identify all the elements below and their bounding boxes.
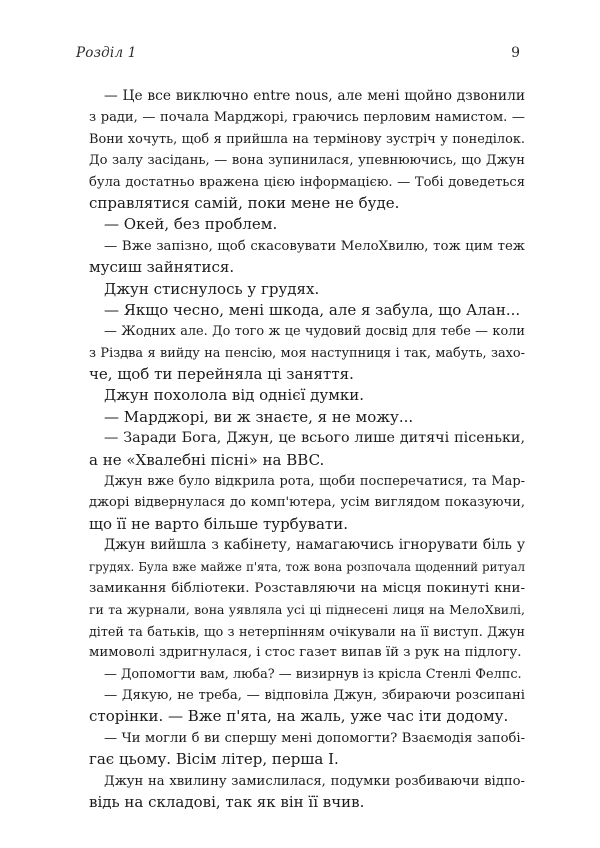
text-line: Джун стиснулось у грудях. [104,279,320,298]
body-text [89,86,525,813]
text-line: з Різдва я вийду на пенсію, моя наступниця і так, мабуть, захо- [89,345,525,361]
text-line: була достатньо вражена цією інформацією. — Тобі доведеться [89,174,525,190]
text-line: — Жодних але. До того ж це чудовий досвід для тебе — коли [104,324,525,340]
text-line: Джун вийшла з кабінету, намагаючись ігнорувати біль у [104,537,525,554]
text-line: а не «Хвалебні пісні» на BBC. [89,450,325,469]
text-line: мимоволі здригнулася, і стос газет випав їй з рук на підлогу. [89,645,522,661]
text-line: відь на складові, так як він її вчив. [89,792,365,811]
text-line: справлятися самій, поки мене не буде. [89,193,400,212]
text-line: дітей та батьків, що з нетерпінням очікували на її виступ. Джун [89,623,525,639]
text-line: — Окей, без проблем. [104,215,278,234]
text-line: — Допомогти вам, люба? — визирнув із крісла Стенлі Фелпс. [104,666,522,682]
page-number: 9 [511,45,520,61]
text-line: ги та журнали, вона уявляла усі ці піднесені лиця на МелоХвилі, [89,602,525,618]
text-line: мусиш зайнятися. [89,258,235,277]
text-line: з ради, — почала Марджорі, граючись перловим намистом. — [89,110,525,126]
chapter-running-head: Розділ 1 [76,45,137,61]
text-line: — Якщо чесно, мені шкода, але я забула, що Алан... [104,300,521,319]
text-line: — Дякую, не треба, — відповіла Джун, збираючи розсипані [104,687,525,703]
text-line: джорі відвернулася до комп'ютера, усім виглядом показуючи, [89,495,525,511]
text-line: Джун на хвилину замислилася, подумки розбиваючи відпо- [104,773,525,789]
text-line: Джун вже було відкрила рота, щоби посперечатися, та Мар- [104,474,525,490]
text-line: Джун похолола від однієї думки. [104,386,365,405]
text-line: — Заради Бога, Джун, це всього лише дитячі пісеньки, [104,430,525,447]
text-line: грудях. Була вже майже п'ята, тож вона розпочала щоденний ритуал [89,559,525,574]
text-line: — Вже запізно, щоб скасовувати МелоХвилю, тож цим теж [104,238,525,254]
text-line: — Чи могли б ви спершу мені допомогти? Взаємодія запобі- [104,730,525,746]
text-line: сторінки. — Вже п'ята, на жаль, уже час іти додому. [89,707,509,726]
text-line: До залу засідань, — вона зупинилася, упевнюючись, що Джун [89,153,525,169]
text-line: гає цьому. Вісім літер, перша І. [89,750,339,769]
text-line: — Марджорі, ви ж знаєте, я не можу... [104,407,414,426]
text-line: Вони хочуть, щоб я прийшла на термінову зустріч у понеділок. [89,131,525,147]
text-line: що її не варто більше турбувати. [89,514,348,533]
text-line: — Це все виключно entre nous, але мені щойно дзвонили [104,88,525,104]
text-line: че, щоб ти перейняла ці заняття. [89,365,354,384]
text-line: замикання бібліотеки. Розставляючи на місця покинуті кни- [89,580,525,596]
